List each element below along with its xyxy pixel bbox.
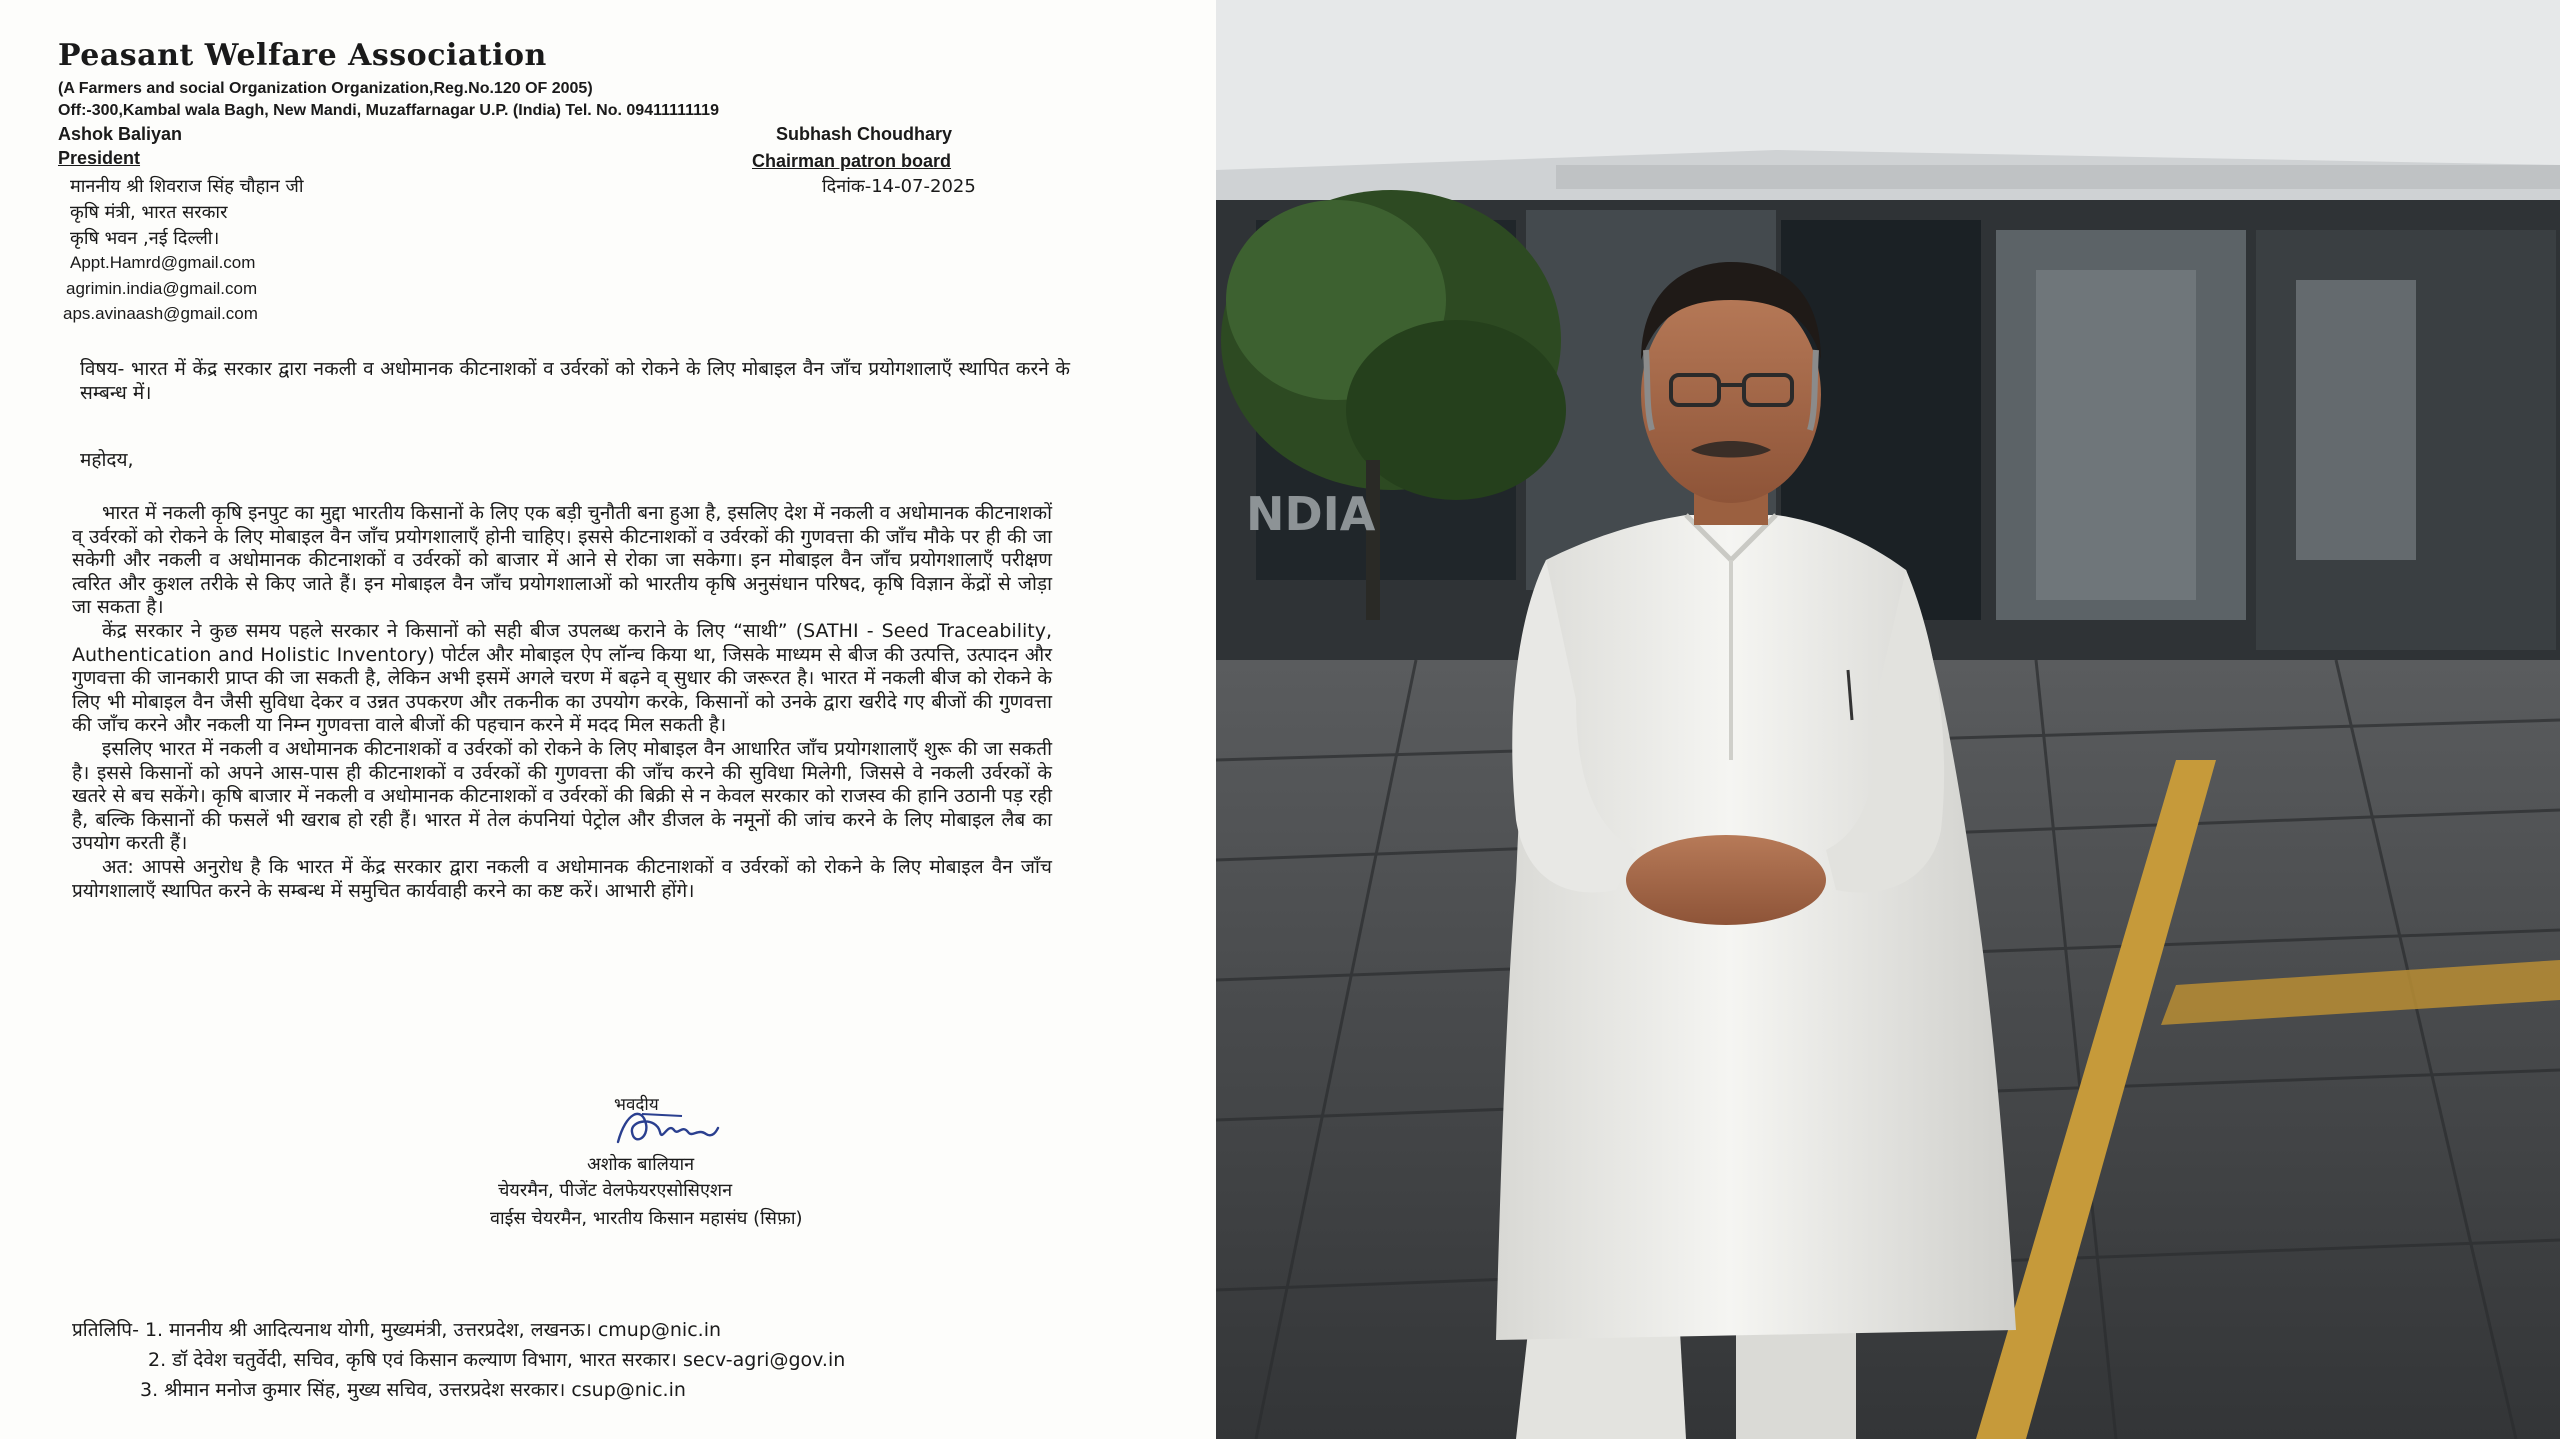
cc-line-3: 3. श्रीमान मनोज कुमार सिंह, मुख्य सचिव, उत्तरप्रदेश सरकार। csup@nic.in bbox=[140, 1379, 686, 1401]
letter-body bbox=[72, 502, 1052, 903]
president-title: President bbox=[58, 148, 141, 168]
letter-subject: विषय- भारत में केंद्र सरकार द्वारा नकली व अधोमानक कीटनाशकों व उर्वरकों को रोकने के लिए मोबाइल वैन जाँच प्रयोगशालाएँ स्थापित करने के सम्बन्ध में। bbox=[80, 358, 1070, 404]
org-name: Peasant Welfare Association bbox=[58, 38, 547, 73]
recipient-line-3: कृषि भवन ,नई दिल्ली। bbox=[70, 228, 220, 249]
body-paragraph-4: अत: आपसे अनुरोध है कि भारत में केंद्र सरकार द्वारा नकली व अधोमानक कीटनाशकों व उर्वरकों को रोकने के लिए मोबाइल वैन जाँच प्रयोगशालाएँ स्थापित करने के सम्बन्ध में समुचित कार्यवाही करने का कष्ट करें। आभारी होंगे। bbox=[72, 855, 1052, 902]
body-paragraph-1: भारत में नकली कृषि इनपुट का मुद्दा भारतीय किसानों के लिए एक बड़ी चुनौती बना हुआ है, इसलिए देश में नकली व अधोमानक कीटनाशकों व् उर्वरकों को रोकने के लिए मोबाइल वैन जाँच प्रयोगशालाएँ होनी चाहिए। इससे कीटनाशकों व उर्वरकों की गुणवत्ता की जाँच मौके पर ही की जा सकेगी और नकली व अधोमानक कीटनाशकों व उर्वरकों को बाजार में आने से रोका जा सकेगा। इन मोबाइल वैन जाँच प्रयोगशालाएँ परीक्षण त्वरित और कुशल तरीके से किए जाते हैं। इन मोबाइल वैन जाँच प्रयोगशालाओं को भारतीय कृषि अनुसंधान परिषद, कृषि विज्ञान केंद्रों से जोड़ा जा सकता है। bbox=[72, 502, 1052, 619]
email-1: Appt.Hamrd@gmail.com bbox=[70, 253, 256, 272]
letter-date: दिनांक-14-07-2025 bbox=[822, 176, 976, 197]
email-3: aps.avinaash@gmail.com bbox=[63, 304, 258, 323]
building-sign: NDIA bbox=[1246, 487, 1376, 541]
chairman-name: Subhash Choudhary bbox=[776, 124, 953, 144]
photo-man-in-white-kurta bbox=[1216, 0, 2560, 1439]
chairman-title: Chairman patron board bbox=[752, 151, 952, 171]
body-paragraph-3: इसलिए भारत में नकली व अधोमानक कीटनाशकों व उर्वरकों को रोकने के लिए मोबाइल वैन आधारित जाँच प्रयोगशालाएँ शुरू की जा सकती है। इससे किसानों को अपने आस-पास ही कीटनाशकों व उर्वरकों की गुणवत्ता की जाँच करने की सुविधा मिलेगी, जिससे वे नकली उर्वरकों के खतरे से बच सकेंगे। कृषि बाजार में नकली व अधोमानक कीटनाशकों व उर्वरकों की बिक्री से न केवल सरकार को राजस्व की हानि उठानी पड़ रही है, बल्कि किसानों की फसलें भी खराब हो रही हैं। भारत में तेल कंपनियां पेट्रोल और डीजल के नमूनों की जांच करने के लिए मोबाइल लैब का उपयोग करती हैं। bbox=[72, 737, 1052, 855]
org-address: Off:-300,Kambal wala Bagh, New Mandi, Muzaffarnagar U.P. (India) Tel. No. 09411111119 bbox=[58, 102, 719, 119]
photo-scene bbox=[1216, 0, 2560, 1439]
recipient-line-2: कृषि मंत्री, भारत सरकार bbox=[70, 202, 228, 223]
signature-mark bbox=[612, 1102, 722, 1152]
president-name: Ashok Baliyan bbox=[58, 124, 183, 144]
body-paragraph-2: केंद्र सरकार ने कुछ समय पहले सरकार ने किसानों को सही बीज उपलब्ध कराने के लिए “साथी” (SATHI - Seed Traceability, Authentication and Holistic Inventory) पोर्टल और मोबाइल ऐप लॉन्च किया था, जिसके माध्यम से बीज की उत्पत्ति, उत्पादन और गुणवत्ता की जानकारी प्राप्त की जा सकती है, लेकिन अभी इसमें अगले चरण में बढ़ने व् सुधार की जरूरत है। भारत में नकली बीज को रोकने के लिए भी मोबाइल वैन जैसी सुविधा देकर व उन्नत उपकरण और तकनीक का उपयोग करके, किसानों को उनके द्वारा खरीदे गए बीजों की गुणवत्ता की जाँच करने और नकली या निम्न गुणवत्ता वाले बीजों की पहचान करने में मदद मिल सकती है। bbox=[72, 619, 1052, 737]
cc-line-1: प्रतिलिपि- 1. माननीय श्री आदित्यनाथ योगी, मुख्यमंत्री, उत्तरप्रदेश, लखनऊ। cmup@nic.in bbox=[72, 1319, 722, 1341]
signatory-title-1: चेयरमैन, पीजेंट वेलफेयरएसोसिएशन bbox=[498, 1180, 733, 1201]
recipient-line-1: माननीय श्री शिवराज सिंह चौहान जी bbox=[70, 176, 304, 197]
salutation: महोदय, bbox=[80, 449, 134, 471]
signatory-title-2: वाईस चेयरमैन, भारतीय किसान महासंघ (सिफ़ा) bbox=[490, 1208, 803, 1229]
closing: भवदीय bbox=[614, 1095, 659, 1115]
signatory-name: अशोक बालियान bbox=[587, 1154, 695, 1175]
letter-document bbox=[0, 0, 1216, 1439]
email-2: agrimin.india@gmail.com bbox=[66, 279, 258, 298]
org-registration: (A Farmers and social Organization Organization,Reg.No.120 OF 2005) bbox=[58, 80, 593, 97]
cc-line-2: 2. डॉ देवेश चतुर्वेदी, सचिव, कृषि एवं किसान कल्याण विभाग, भारत सरकार। secv-agri@gov.in bbox=[148, 1349, 846, 1371]
